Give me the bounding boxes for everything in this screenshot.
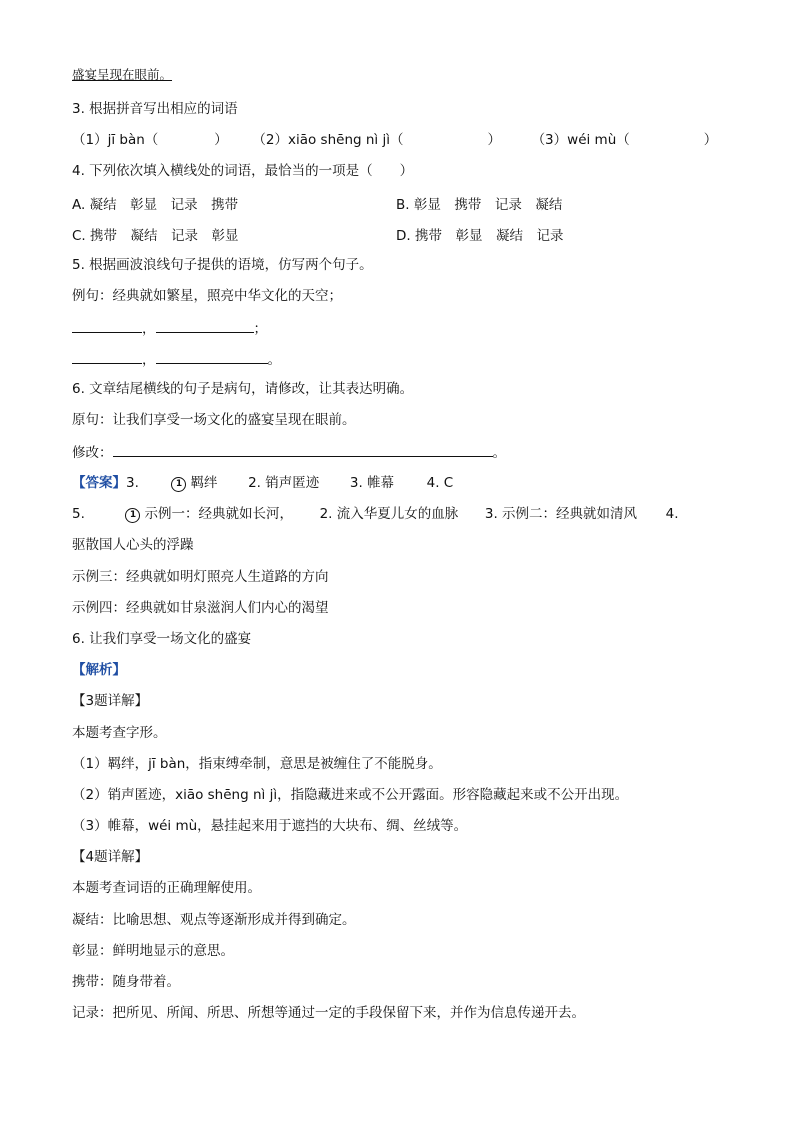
q5-end-2: 。: [267, 352, 281, 368]
answer-example-3: 示例三：经典就如明灯照亮人生道路的方向: [72, 569, 329, 585]
q3-item-1-num: （1）: [72, 132, 108, 148]
analysis-q3-head: 【3题详解】: [72, 693, 149, 709]
q3-item-2-pinyin: xiāo shēng nì jì（: [287, 132, 404, 148]
q4-option-b: B. 彰显 携带 记录 凝结: [396, 197, 563, 213]
q4-option-a: A. 凝结 彰显 记录 携带: [72, 197, 239, 213]
q5-blank-line-1: [72, 318, 267, 338]
analysis-q4-line-2: 彰显：鲜明地显示的意思。: [72, 943, 234, 959]
q6-revise-label: 修改：: [72, 445, 113, 461]
q5-title: 5. 根据画波浪线句子提供的语境，仿写两个句子。: [72, 257, 373, 273]
analysis-q4-intro: 本题考查词语的正确理解使用。: [72, 880, 261, 896]
q6-revise-blank[interactable]: [113, 442, 493, 457]
answer-line: [72, 474, 453, 492]
q5-end-1: ；: [253, 321, 267, 337]
q5-blank-2b[interactable]: [156, 349, 268, 364]
answer-q4: 4. C: [426, 475, 454, 491]
answer-mark-2: 2.: [248, 475, 261, 491]
q3-item-2-num: （2）: [252, 132, 288, 148]
analysis-q3-line-1: （1）羁绊，jī bàn，指束缚牵制，意思是被缠住了不能脱身。: [72, 756, 442, 772]
answer-q5-3: 示例二：经典就如清风: [502, 506, 638, 522]
top-fragment: 盛宴呈现在眼前。: [72, 67, 173, 82]
answer-3-2: 销声匿迹: [265, 475, 320, 491]
answer-example-4: 示例四：经典就如甘泉滋润人们内心的渴望: [72, 600, 329, 616]
answer-q5-mark-4: 4.: [665, 506, 679, 522]
analysis-q3-line-3: （3）帷幕，wéi mù，悬挂起来用于遮挡的大块布、绸、丝绒等。: [72, 818, 468, 834]
q3-item-3-pinyin: wéi mù（: [567, 132, 630, 148]
q3-item-2-close: ）: [487, 132, 501, 148]
answer-q5-num: 5.: [72, 506, 85, 522]
q6-title: 6. 文章结尾横线的句子是病句，请修改，让其表达明确。: [72, 381, 414, 397]
q5-sep-2: ，: [142, 352, 156, 368]
q6-revise-line: [72, 442, 506, 462]
analysis-q3-line-2: （2）销声匿迹，xiāo shēng nì jì，指隐藏进来或不公开露面。形容隐藏起来或不公开出现。: [72, 787, 629, 803]
q6-original: 原句：让我们享受一场文化的盛宴呈现在眼前。: [72, 412, 356, 428]
answer-q5-1: 示例一：经典就如长河，: [144, 506, 293, 522]
q3-item-3-num: （3）: [531, 132, 568, 148]
answer-3-3: 帷幕: [367, 475, 395, 491]
q6-revise-end: 。: [492, 445, 506, 461]
answer-mark-3: 3.: [349, 475, 363, 491]
answer-q5-mark-2: 2.: [319, 506, 333, 522]
q5-blank-1b[interactable]: [156, 318, 254, 333]
answer-q5-4: 驱散国人心头的浮躁: [72, 537, 194, 553]
answer-q5-mark-1: 1: [125, 508, 140, 523]
q5-blank-1a[interactable]: [72, 318, 142, 333]
q3-item-3-close: ）: [703, 132, 718, 148]
answer-q3-num: 3.: [126, 475, 139, 491]
q4-option-c: C. 携带 凝结 记录 彰显: [72, 228, 239, 244]
q4-title: 4. 下列依次填入横线处的词语，最恰当的一项是（ ）: [72, 163, 414, 179]
analysis-q4-line-4: 记录：把所见、所闻、所思、所想等通过一定的手段保留下来，并作为信息传递开去。: [72, 1005, 585, 1021]
answer-q5-2: 流入华夏儿女的血脉: [336, 506, 459, 522]
answer-q5-line: [72, 505, 724, 523]
q3-items: [72, 131, 717, 149]
q4-option-d: D. 携带 彰显 凝结 记录: [396, 228, 564, 244]
answer-mark-1: 1: [171, 477, 186, 492]
analysis-tag: 【解析】: [72, 662, 126, 678]
analysis-q4-head: 【4题详解】: [72, 849, 149, 865]
q3-title: 3. 根据拼音写出相应的词语: [72, 101, 238, 117]
analysis-q4-line-3: 携带：随身带着。: [72, 974, 180, 990]
q5-blank-2a[interactable]: [72, 349, 142, 364]
answer-q6: 6. 让我们享受一场文化的盛宴: [72, 631, 252, 647]
answer-q5-mark-3: 3.: [484, 506, 498, 522]
q3-item-1-pinyin: jī bàn（: [107, 132, 159, 148]
analysis-q3-intro: 本题考查字形。: [72, 725, 167, 741]
q3-item-1-close: ）: [214, 132, 228, 148]
analysis-q4-line-1: 凝结：比喻思想、观点等逐渐形成并得到确定。: [72, 912, 356, 928]
q5-sep-1: ，: [142, 321, 156, 337]
q5-blank-line-2: [72, 349, 281, 369]
answer-tag: 【答案】: [72, 475, 126, 491]
q5-example: 例句：经典就如繁星，照亮中华文化的天空；: [72, 288, 342, 304]
answer-3-1: 羁绊: [190, 475, 218, 491]
